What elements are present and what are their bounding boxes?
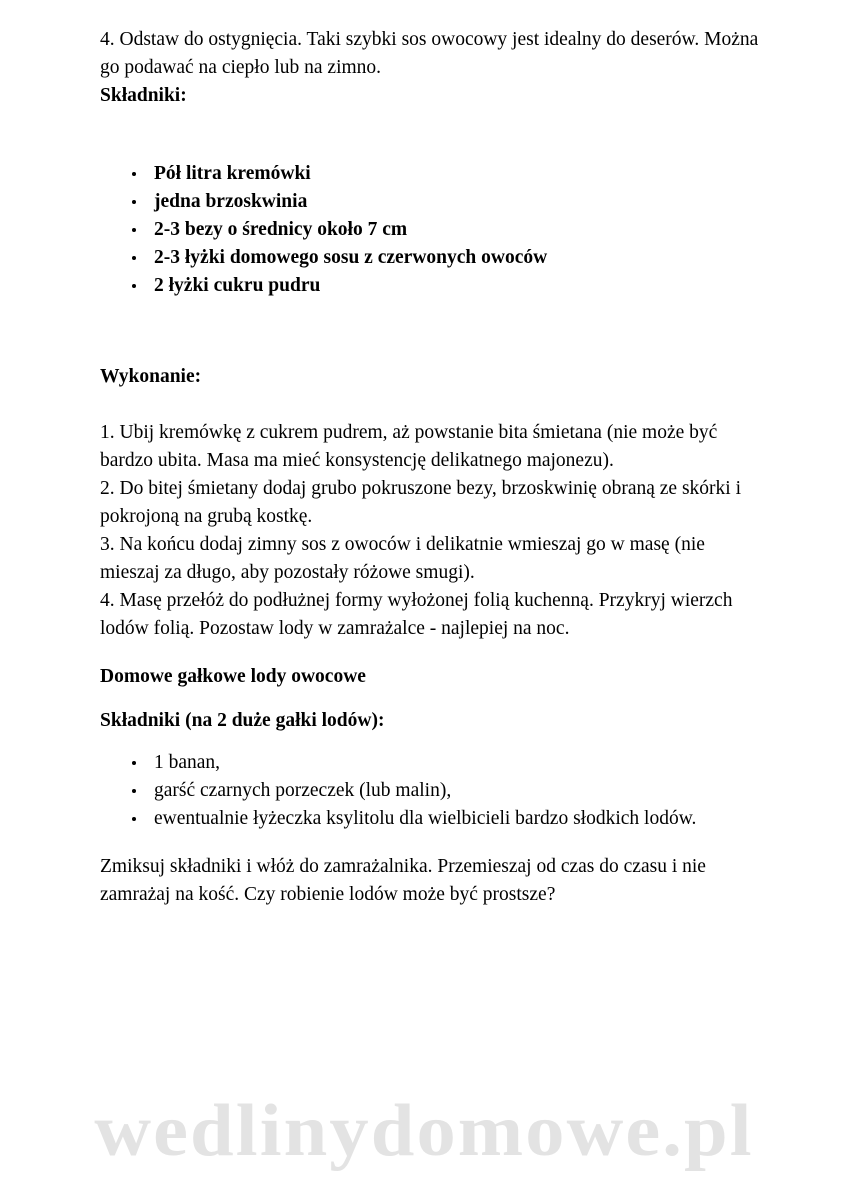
spacer — [100, 300, 760, 363]
list-item — [154, 244, 760, 271]
intro-paragraph: 4. Odstaw do ostygnięcia. Taki szybki sos owocowy jest idealny do deserów. Można go podawać na ciepło lub na zimno. — [100, 29, 759, 78]
list-item — [154, 777, 760, 804]
list-item — [154, 749, 760, 776]
spacer — [100, 110, 760, 160]
spacer — [100, 735, 760, 749]
preparation-step-2: 2. Do bitej śmietany dodaj grubo pokruszone bezy, brzoskwinię obraną ze skórki i pokrojoną na grubą kostkę. — [100, 478, 741, 527]
preparation-step-3: 3. Na końcu dodaj zimny sos z owoców i delikatnie wmieszaj go w masę (nie mieszaj za długo, aby pozostały różowe smugi). — [100, 534, 705, 583]
list-item-label: ewentualnie łyżeczka ksylitolu dla wielbicieli bardzo słodkich lodów. — [154, 808, 697, 829]
list-item — [154, 216, 760, 243]
watermark-text: wedlinydomowe.pl — [94, 1090, 755, 1172]
closing-paragraph: Zmiksuj składniki i włóż do zamrażalnika. Przemieszaj od czas do czasu i nie zamrażaj na kość. Czy robienie lodów może być prostsze? — [100, 856, 706, 905]
list-item — [154, 160, 760, 187]
list-item — [154, 272, 760, 299]
spacer — [100, 691, 760, 707]
ingredients-heading-1: Składniki: — [100, 85, 187, 106]
ingredients-heading-2: Składniki (na 2 duże gałki lodów): — [100, 710, 385, 731]
list-item-label: 1 banan, — [154, 752, 221, 773]
ingredients-list-1 — [100, 160, 760, 299]
list-item-label: 2-3 łyżki domowego sosu z czerwonych owoców — [154, 247, 548, 268]
document-body — [100, 26, 760, 909]
list-item — [154, 188, 760, 215]
spacer — [100, 643, 760, 663]
list-item-label: 2-3 bezy o średnicy około 7 cm — [154, 219, 408, 240]
ingredients-list-2 — [100, 749, 760, 832]
list-item-label: jedna brzoskwinia — [154, 191, 308, 212]
site-watermark — [0, 1089, 849, 1174]
preparation-step-1: 1. Ubij kremówkę z cukrem pudrem, aż powstanie bita śmietana (nie może być bardzo ubita. Masa ma mieć konsystencję delikatnego majonezu). — [100, 422, 718, 471]
list-item-label: Pół litra kremówki — [154, 163, 311, 184]
spacer — [100, 833, 760, 853]
preparation-heading: Wykonanie: — [100, 366, 202, 387]
spacer — [100, 391, 760, 419]
list-item — [154, 805, 760, 832]
list-item-label: garść czarnych porzeczek (lub malin), — [154, 780, 452, 801]
preparation-step-4: 4. Masę przełóż do podłużnej formy wyłożonej folią kuchenną. Przykryj wierzch lodów folią. Pozostaw lody w zamrażalce - najlepiej na noc. — [100, 590, 733, 639]
list-item-label: 2 łyżki cukru pudru — [154, 275, 321, 296]
section-title-2: Domowe gałkowe lody owocowe — [100, 666, 366, 687]
